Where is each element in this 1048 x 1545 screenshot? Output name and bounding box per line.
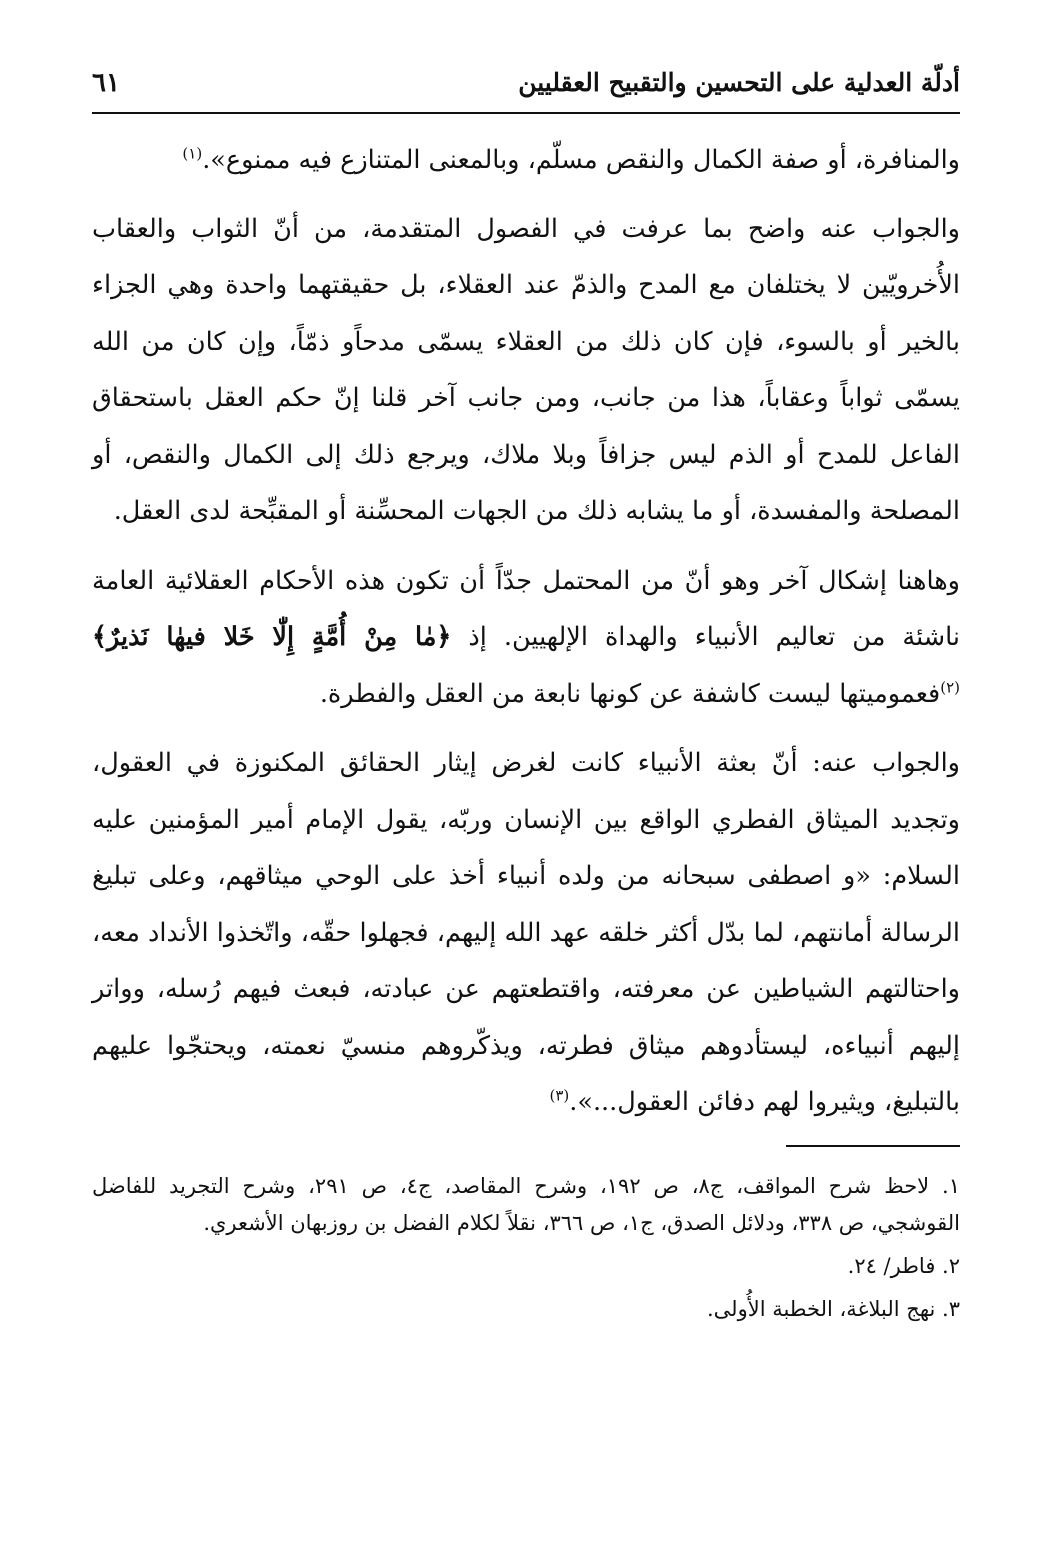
running-header	[92, 60, 960, 114]
paragraph-2-text: والجواب عنه واضح بما عرفت في الفصول المتقدمة، من أنّ الثواب والعقاب الأُخرويّين لا يختلفان مع المدح والذمّ عند العقلاء، بل حقيقتهما واحدة وهي الجزاء بالخير أو بالسوء، فإن كان ذلك من العقلاء يسمّى مدحاًو ذمّاً، وإن كان من الله يسمّى ثواباً وعقاباً، هذا من جانب، ومن جانب آخر قلنا إنّ حكم العقل باستحقاق الفاعل للمدح أو الذم ليس جزافاً وبلا ملاك، ويرجع ذلك إلى الكمال والنقص، أو المصلحة والمفسدة، أو ما يشابه ذلك من الجهات المحسِّنة أو المقبِّحة لدى العقل.	[92, 213, 960, 526]
paragraph-3-before: وهاهنا إشكال آخر وهو أنّ من المحتمل جدّاً أن تكون هذه الأحكام العقلائية العامة ناشئة من تعاليم الأنبياء والهداة الإلهيين. إذ	[92, 565, 960, 652]
paragraph-1-text: والمنافرة، أو صفة الكمال والنقص مسلّم، وبالمعنى المتنازع فيه ممنوع».	[202, 145, 960, 175]
quran-verse: ﴿مٰا مِنْ أُمَّةٍ إِلّٰا خَلا فيهٰا نَذيرٌ﴾	[92, 622, 452, 652]
paragraph-2	[92, 201, 960, 540]
footnote-ref-1: (١)	[182, 144, 203, 163]
paragraph-1	[92, 132, 960, 189]
footnote-ref-2: (٢)	[940, 678, 960, 696]
paragraph-3	[92, 553, 960, 723]
footnotes	[92, 1168, 960, 1334]
footnote-3: ٣. نهج البلاغة، الخطبة الأُولى.	[707, 1297, 960, 1321]
main-text	[92, 132, 960, 1131]
page	[92, 60, 960, 1144]
chapter-title: أدلّة العدلية على التحسين والتقبيح العقليين	[518, 68, 960, 97]
paragraph-3-after: فعموميتها ليست كاشفة عن كونها نابعة من العقل والفطرة.	[319, 678, 941, 709]
footnote-1: ١. لاحظ شرح المواقف، ج٨، ص ١٩٢، وشرح المقاصد، ج٤، ص ٢٩١، وشرح التجريد للفاضل القوشجي، ص ٣٣٨، ودلائل الصدق، ج١، ص ٣٦٦، نقلاً لكلام الفضل بن روزبهان الأشعري.	[92, 1174, 960, 1235]
footnote-ref-3: (٣)	[549, 1086, 570, 1105]
paragraph-4	[92, 735, 960, 1131]
footnote-divider	[786, 1145, 960, 1147]
paragraph-4-text: والجواب عنه: أنّ بعثة الأنبياء كانت لغرض إيثار الحقائق المكنوزة في العقول، وتجديد الميثاق الفطري الواقع بين الإنسان وربّه، يقول الإمام أمير المؤمنين عليه السلام: «و اصطفى سبحانه من ولده أنبياء أخذ على الوحي ميثاقهم، وعلى تبليغ الرسالة أمانتهم، لما بدّل أكثر خلقه عهد الله إليهم، فجهلوا حقّه، واتّخذوا الأنداد معه، واحتالتهم الشياطين عن معرفته، واقتطعتهم عن عبادته، فبعث فيهم رُسله، وواتر إليهم أنبياءه، ليستأدوهم ميثاق فطرته، ويذكّروهم منسيّ نعمته، ويحتجّوا عليهم بالتبليغ، ويثيروا لهم دفائن العقول...».	[92, 748, 960, 1117]
footnote-2: ٢. فاطر/ ٢٤.	[847, 1254, 960, 1278]
page-number: ٦١	[92, 68, 120, 98]
